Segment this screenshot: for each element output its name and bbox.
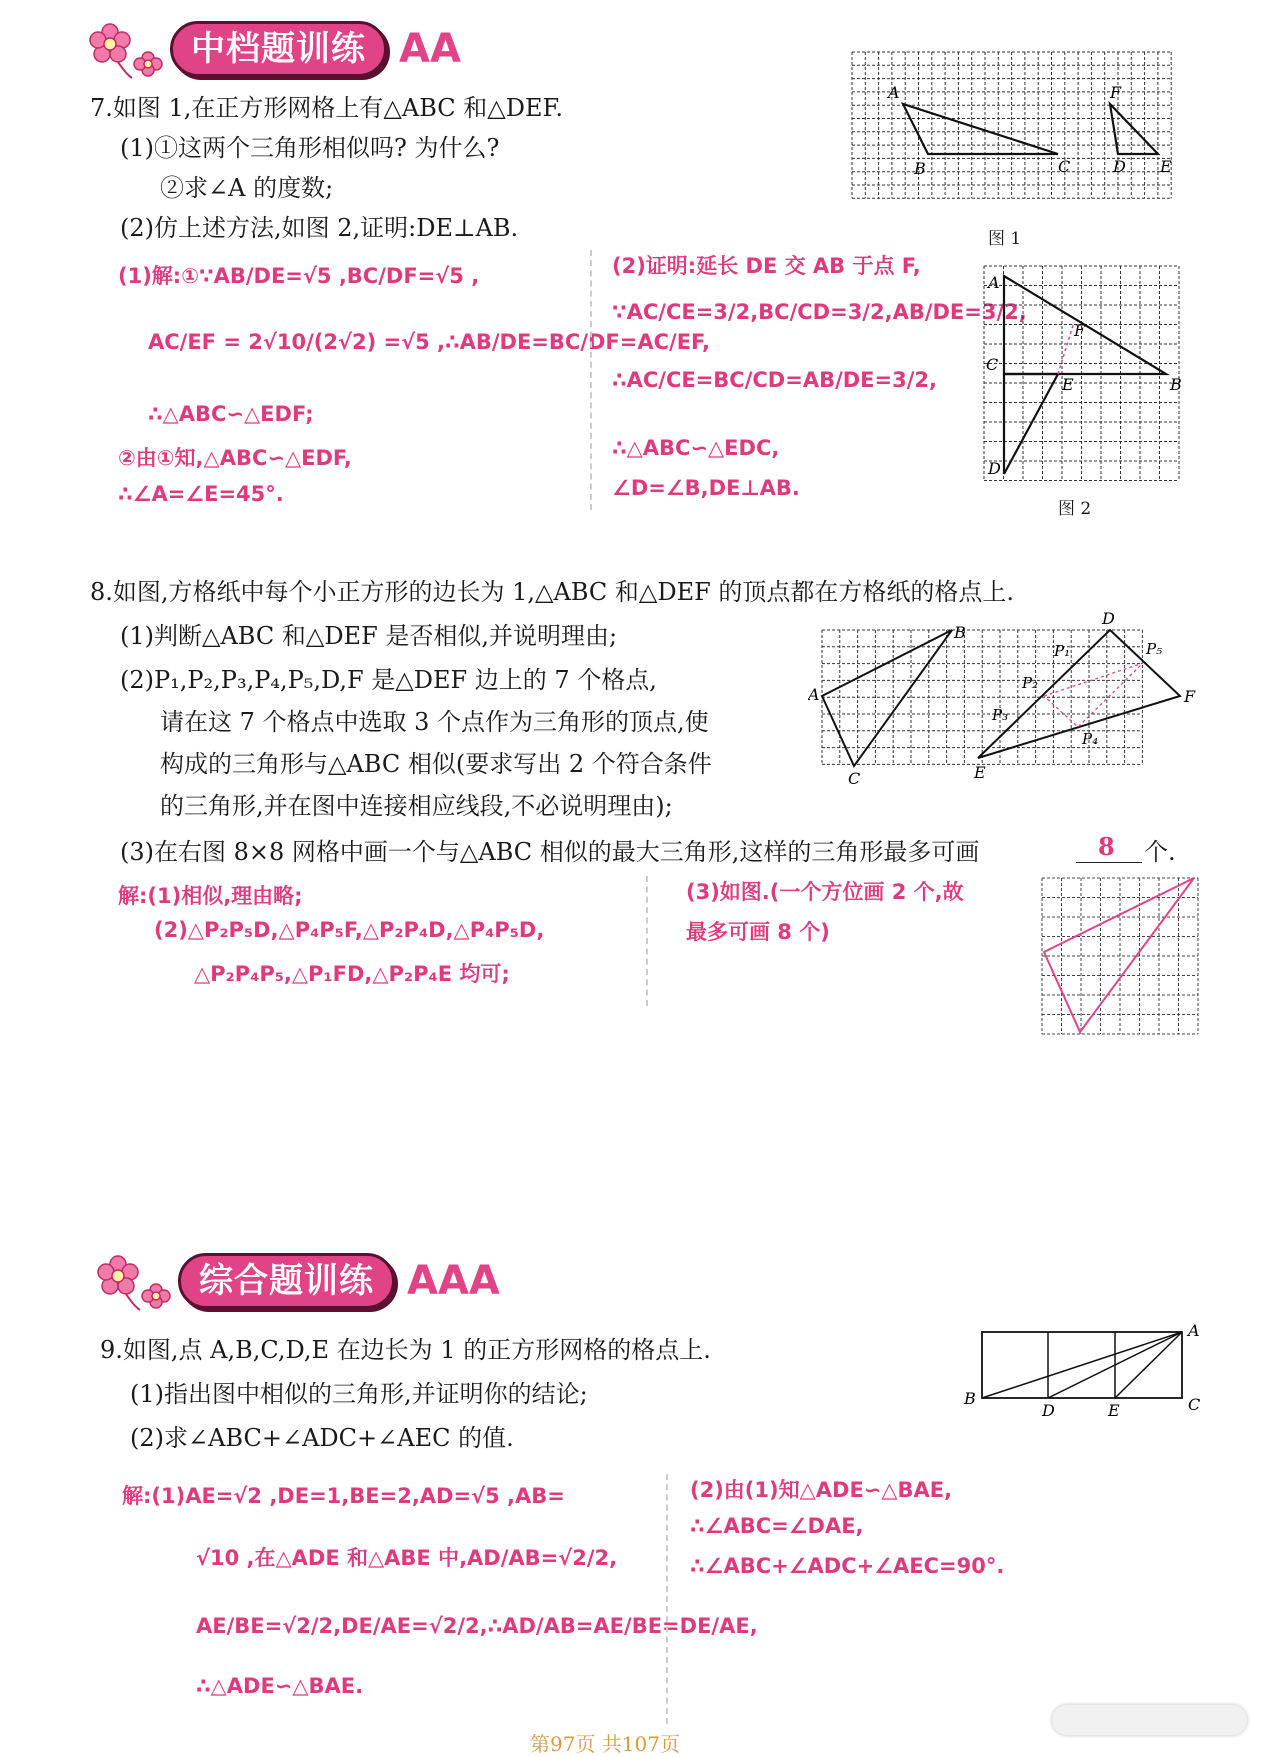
q7-ans-line1: (1)解:①∵AB/DE=√5 ,BC/DF=√5 , [118, 264, 480, 288]
q8-ans-line4: (3)如图.(一个方位画 2 个,故 [686, 880, 964, 904]
q7-part1b: ②求∠A 的度数; [160, 174, 334, 202]
fig2-label-B: B [1170, 375, 1182, 394]
q7-proof-line4: ∴△ABC∽△EDC, [612, 436, 780, 460]
q8-blank-line [1076, 862, 1142, 863]
q8-ans-line1: 解:(1)相似,理由略; [118, 884, 303, 908]
section-title: 综合题训练 [178, 1253, 395, 1309]
q8-fig-label-B: B [954, 623, 966, 642]
q8-part3: (3)在右图 8×8 网格中画一个与△ABC 相似的最大三角形,这样的三角形最多可画 [120, 838, 980, 866]
section-header-mid [88, 18, 461, 80]
q9-stem: 9.如图,点 A,B,C,D,E 在边长为 1 的正方形网格的格点上. [100, 1336, 711, 1364]
scroll-indicator[interactable] [1052, 1705, 1247, 1735]
q8-blank-answer: 8 [1098, 832, 1115, 861]
q8-fig-label-E: E [974, 763, 986, 782]
q8-part2c: 构成的三角形与△ABC 相似(要求写出 2 个符合条件 [160, 750, 712, 778]
fig1-label-C: C [1058, 157, 1071, 176]
q9-ans-line3: AE/BE=√2/2,DE/AE=√2/2,∴AD/AB=AE/BE=DE/AE, [196, 1614, 758, 1638]
q8-fig-label-C: C [848, 769, 861, 784]
q9-ans-line2: √10 ,在△ADE 和△ABE 中,AD/AB=√2/2, [196, 1546, 618, 1570]
q8-part2a: (2)P₁,P₂,P₃,P₄,P₅,D,F 是△DEF 边上的 7 个格点, [120, 666, 657, 694]
section-header-comp [96, 1250, 500, 1312]
q8-fig-label-P3: P₃ [992, 706, 1009, 724]
q7-ans-line5: ∴∠A=∠E=45°. [118, 482, 284, 506]
fig1-label-B: B [914, 159, 926, 178]
q7-proof-line3: ∴AC/CE=BC/CD=AB/DE=3/2, [612, 368, 937, 392]
q8-fig-label-D: D [1102, 609, 1115, 628]
figure-2 [974, 264, 1194, 484]
q7-proof-line5: ∠D=∠B,DE⊥AB. [612, 476, 800, 500]
q9-ans-line7: ∴∠ABC+∠ADC+∠AEC=90°. [690, 1554, 1005, 1578]
divider [666, 1474, 668, 1724]
fig2-label-A: A [988, 273, 1000, 292]
q7-ans-line2: AC/EF = 2√10/(2√2) =√5 ,∴AB/DE=BC/DF=AC/EF, [148, 330, 710, 354]
section-grade: AA [399, 26, 461, 72]
q9-fig-label-A: A [1188, 1321, 1200, 1340]
page-footer: 第97页 共107页 [530, 1732, 680, 1756]
q7-ans-line4: ②由①知,△ABC∽△EDF, [118, 446, 352, 470]
figure-q9 [960, 1318, 1210, 1418]
q8-ans-line5: 最多可画 8 个) [686, 920, 830, 944]
q8-part2d: 的三角形,并在图中连接相应线段,不必说明理由); [160, 792, 673, 820]
q8-part2b: 请在这 7 个格点中选取 3 个点作为三角形的顶点,使 [160, 708, 709, 736]
q8-part1: (1)判断△ABC 和△DEF 是否相似,并说明理由; [120, 622, 618, 650]
q8-fig-label-F: F [1184, 687, 1196, 706]
q9-part2: (2)求∠ABC+∠ADC+∠AEC 的值. [130, 1424, 514, 1452]
fig1-label-F: F [1110, 83, 1122, 102]
q8-ans-line3: △P₂P₄P₅,△P₁FD,△P₂P₄E 均可; [194, 962, 510, 986]
q8-fig-label-P4: P₄ [1082, 730, 1099, 748]
fig1-label-D: D [1113, 157, 1126, 176]
section-grade: AAA [407, 1258, 500, 1304]
fig2-label-E: E [1062, 375, 1074, 394]
q8-stem: 8.如图,方格纸中每个小正方形的边长为 1,△ABC 和△DEF 的顶点都在方格纸的格点上. [90, 578, 1015, 606]
q8-fig-label-A: A [808, 685, 820, 704]
divider [646, 876, 648, 1006]
q8-fig-label-P5: P₅ [1146, 640, 1163, 658]
divider [590, 250, 592, 510]
q7-proof-line1: (2)证明:延长 DE 交 AB 于点 F, [612, 254, 921, 278]
q9-fig-label-D: D [1042, 1401, 1055, 1418]
q7-part2: (2)仿上述方法,如图 2,证明:DE⊥AB. [120, 214, 519, 242]
fig1-label-E: E [1160, 157, 1172, 176]
figure-q8 [808, 608, 1200, 784]
section-title: 中档题训练 [170, 21, 387, 77]
fig2-caption: 图 2 [1058, 499, 1092, 519]
q7-proof-line2: ∵AC/CE=3/2,BC/CD=3/2,AB/DE=3/2, [612, 300, 1027, 324]
q8-part3-end: 个. [1144, 838, 1176, 866]
q9-ans-line1: 解:(1)AE=√2 ,DE=1,BE=2,AD=√5 ,AB= [122, 1484, 565, 1508]
fig2-label-C: C [986, 355, 999, 374]
fig2-label-D: D [988, 459, 1001, 478]
q9-fig-label-E: E [1108, 1401, 1120, 1418]
q9-part1: (1)指出图中相似的三角形,并证明你的结论; [130, 1380, 588, 1408]
q9-fig-label-B: B [964, 1389, 976, 1408]
flower-icon [88, 18, 170, 80]
q8-fig-label-P2: P₂ [1022, 674, 1039, 692]
q8-fig-label-P1: P₁ [1054, 642, 1071, 660]
fig1-label-A: A [888, 83, 900, 102]
q9-fig-label-C: C [1188, 1395, 1201, 1414]
figure-1 [848, 48, 1188, 208]
q7-stem: 7.如图 1,在正方形网格上有△ABC 和△DEF. [90, 94, 564, 122]
q7-part1a: (1)①这两个三角形相似吗? 为什么? [120, 134, 500, 162]
q7-ans-line3: ∴△ABC∽△EDF; [148, 402, 314, 426]
fig1-caption: 图 1 [988, 229, 1022, 249]
q8-ans-line2: (2)△P₂P₅D,△P₄P₅F,△P₂P₄D,△P₄P₅D, [154, 918, 545, 942]
q9-ans-line5: (2)由(1)知△ADE∽△BAE, [690, 1478, 953, 1502]
figure-q8-answer [1040, 876, 1200, 1036]
fig2-label-F: F [1074, 321, 1086, 340]
flower-icon [96, 1250, 178, 1312]
q9-ans-line6: ∴∠ABC=∠DAE, [690, 1514, 864, 1538]
q9-ans-line4: ∴△ADE∽△BAE. [196, 1674, 364, 1698]
